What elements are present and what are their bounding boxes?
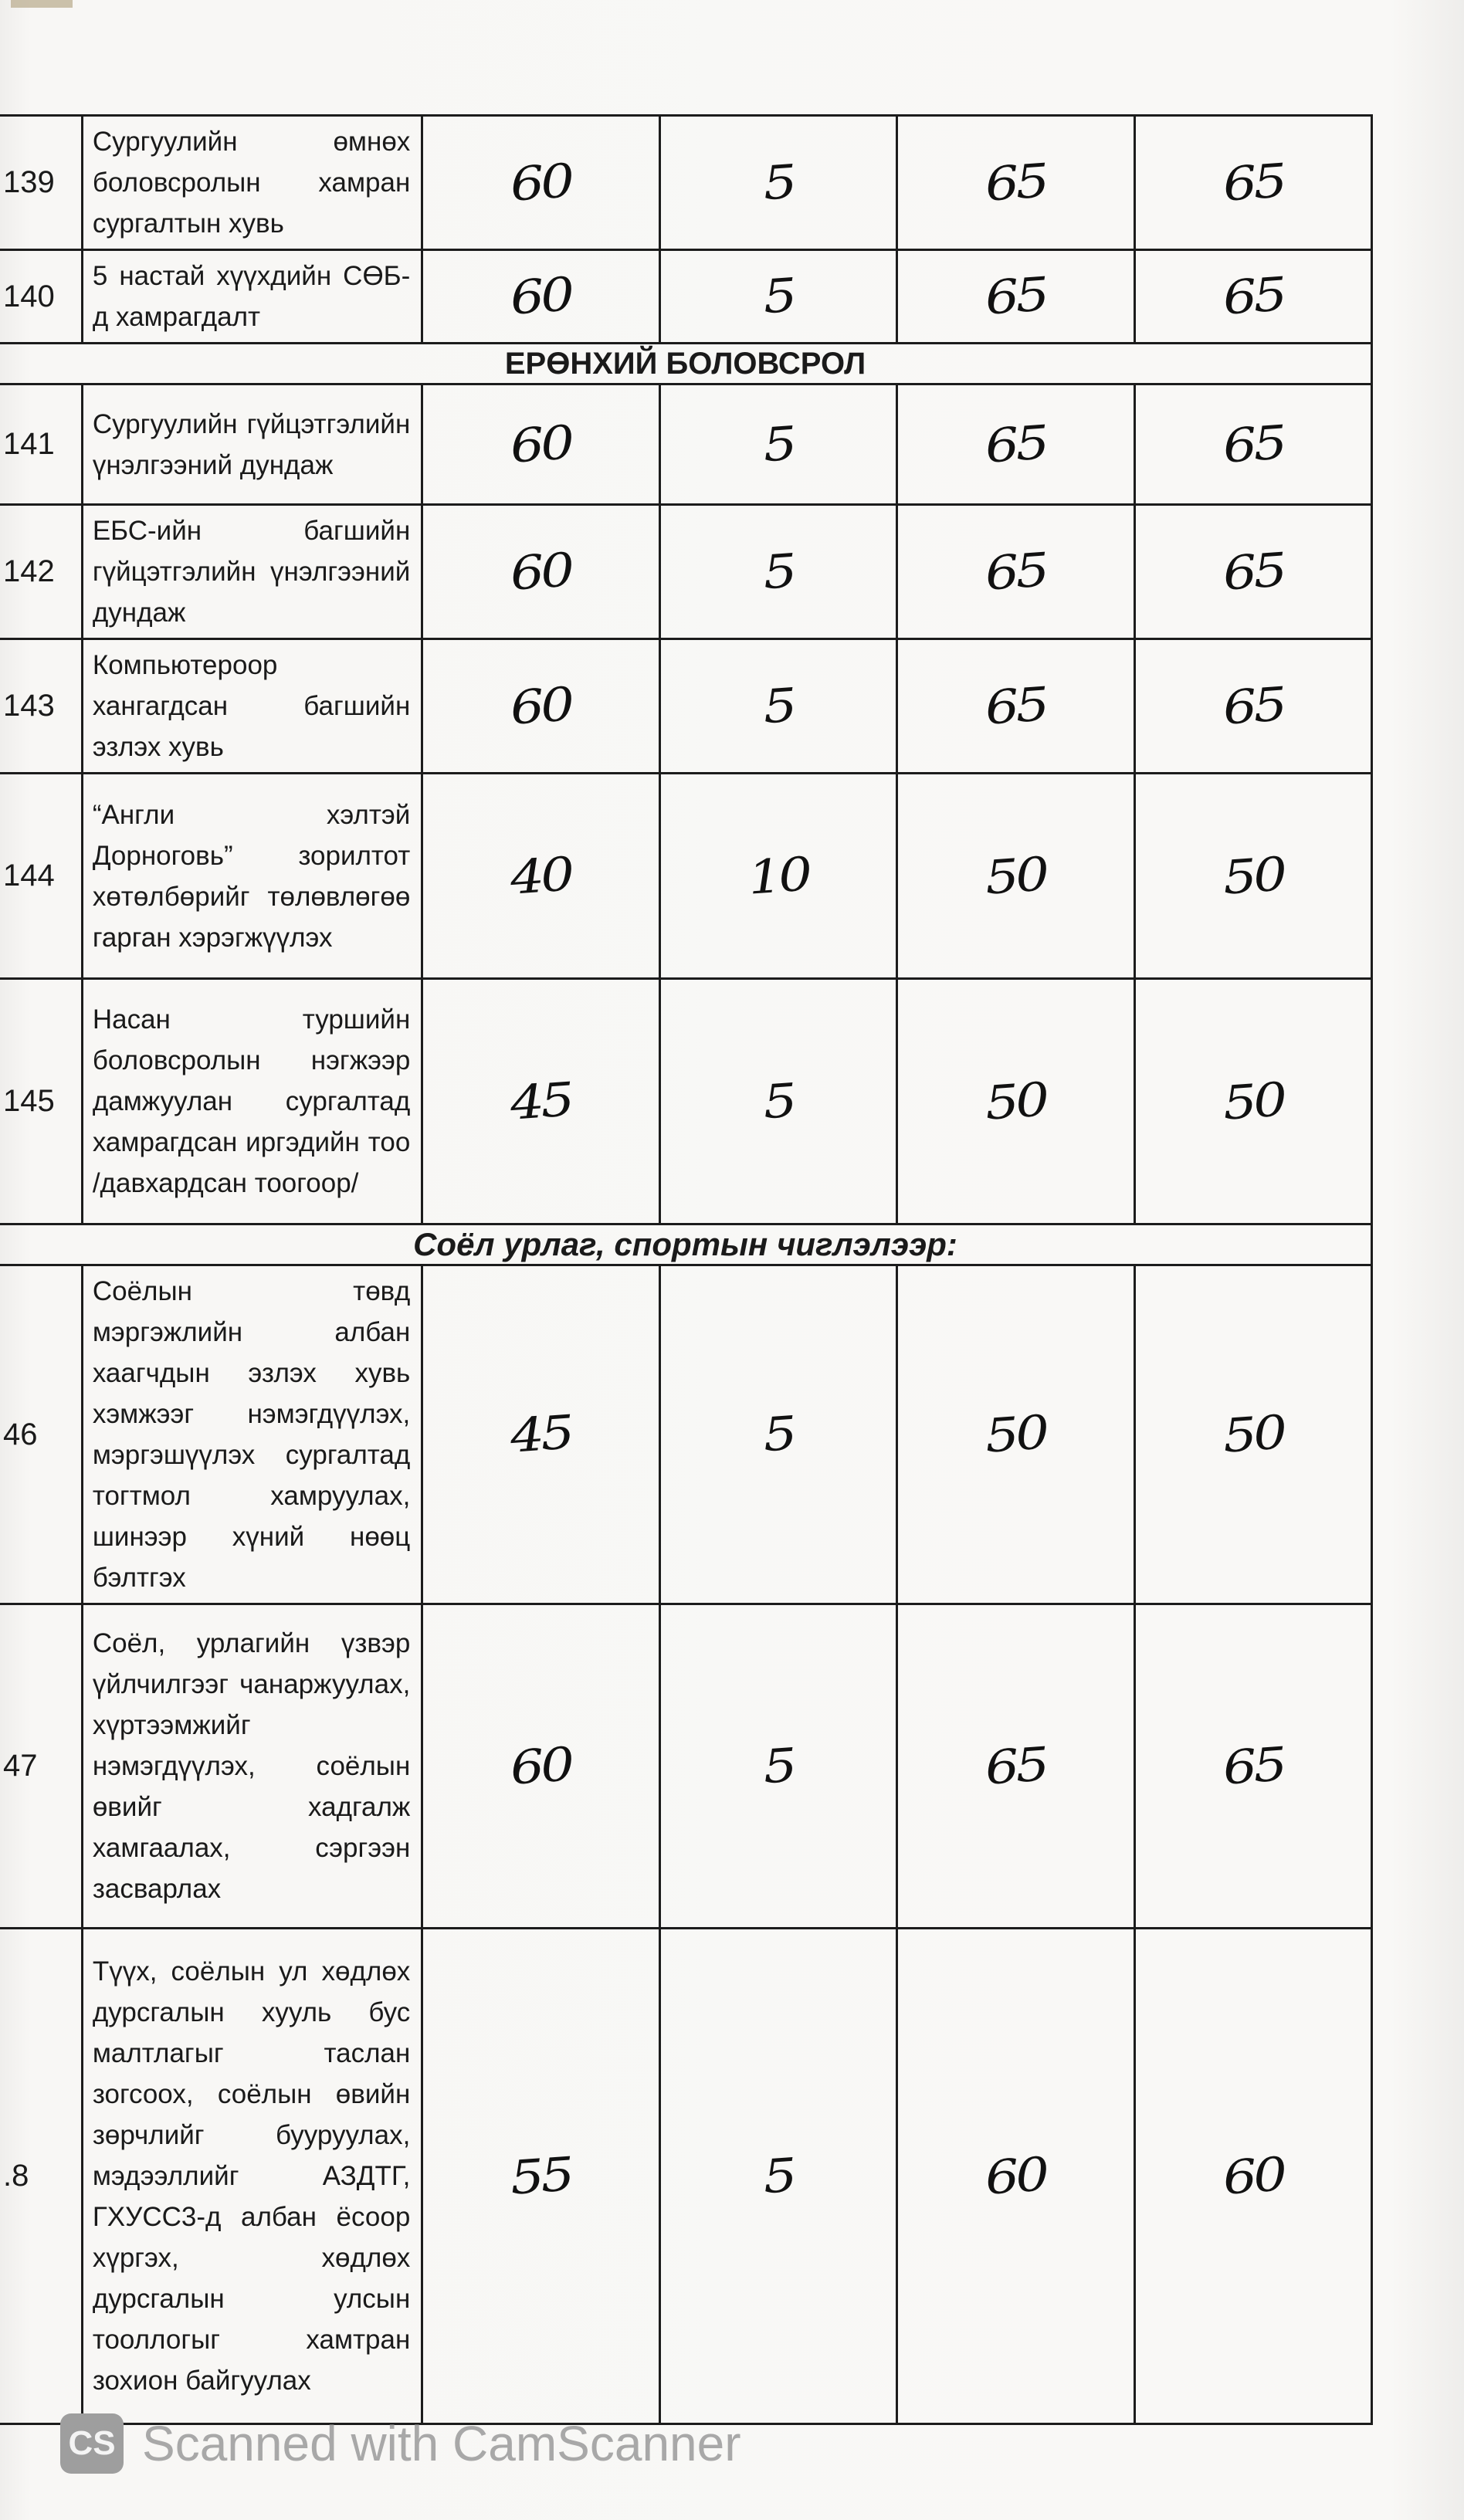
handwritten-value-col-1 [422,384,659,505]
handwritten-number: 65 [1221,267,1286,326]
handwritten-value-col-3 [897,979,1134,1224]
indicator-description: ЕБС-ийн багшийн гүйцэтгэлийн үнэлгээний дундаж [82,505,422,639]
handwritten-number: 50 [983,1405,1049,1464]
row-number: 140 [0,250,82,344]
table-row [0,979,1372,1224]
handwritten-value-col-1 [422,639,659,774]
section-header-row [0,1224,1372,1265]
handwritten-number: 60 [508,267,574,326]
handwritten-number: 50 [983,846,1049,906]
handwritten-value-col-3 [897,1929,1134,2424]
handwritten-value-col-3 [897,1604,1134,1929]
handwritten-number: 5 [761,268,795,325]
handwritten-value-col-4 [1134,505,1371,639]
handwritten-value-col-4 [1134,639,1371,774]
indicator-description: Сургуулийн өмнөх боловсролын хамран сургалтын хувь [82,116,422,250]
handwritten-value-col-3 [897,1265,1134,1604]
handwritten-number: 65 [983,676,1049,736]
row-number: 142 [0,505,82,639]
table-row [0,1929,1372,2424]
table-row [0,639,1372,774]
camscanner-watermark [60,2409,741,2478]
handwritten-value-col-4 [1134,1929,1371,2424]
section-title: Соёл урлаг, спортын чиглэлээр: [0,1224,1372,1265]
table-row [0,774,1372,979]
handwritten-number: 65 [983,415,1049,474]
handwritten-value-col-3 [897,505,1134,639]
handwritten-number: 60 [508,1736,574,1796]
handwritten-number: 50 [1221,1405,1286,1464]
camscanner-logo-icon: CS [60,2413,124,2474]
indicator-description: Насан туршийн боловсролын нэгжээр дамжуулан сургалтад хамрагдсан иргэдийн тоо /давхардсан тоогоор/ [82,979,422,1224]
handwritten-value-col-2 [659,639,896,774]
handwritten-number: 60 [1221,2146,1286,2206]
handwritten-value-col-2 [659,1604,896,1929]
table-row [0,116,1372,250]
handwritten-number: 40 [508,846,574,906]
handwritten-value-col-1 [422,979,659,1224]
handwritten-number: 65 [1221,542,1286,601]
row-number: 144 [0,774,82,979]
handwritten-value-col-1 [422,250,659,344]
handwritten-value-col-4 [1134,1265,1371,1604]
indicator-description: Соёлын төвд мэргэжлийн албан хаагчдын эзлэх хувь хэмжээг нэмэгдүүлэх, мэргэшүүлэх сургалтад тогтмол хамруулах, шинээр хүний нөөц бэлтгэх [82,1265,422,1604]
handwritten-value-col-2 [659,505,896,639]
table-row [0,384,1372,505]
handwritten-number: 65 [983,1736,1049,1796]
handwritten-number: 10 [746,846,811,906]
handwritten-number: 55 [508,2146,574,2206]
handwritten-number: 50 [1221,1072,1286,1131]
handwritten-number: 5 [761,678,795,734]
row-number: 46 [0,1265,82,1604]
table-row [0,1265,1372,1604]
handwritten-value-col-1 [422,116,659,250]
handwritten-value-col-1 [422,505,659,639]
handwritten-number: 60 [508,153,574,212]
indicator-description: 5 настай хүүхдийн СӨБ-д хамрагдалт [82,250,422,344]
handwritten-number: 60 [508,415,574,474]
handwritten-value-col-1 [422,1929,659,2424]
handwritten-value-col-4 [1134,116,1371,250]
handwritten-value-col-2 [659,384,896,505]
handwritten-value-col-4 [1134,384,1371,505]
row-number: .8 [0,1929,82,2424]
section-title: ЕРӨНХИЙ БОЛОВСРОЛ [0,344,1372,384]
handwritten-value-col-2 [659,1265,896,1604]
handwritten-value-col-4 [1134,774,1371,979]
handwritten-number: 60 [508,676,574,736]
row-number: 47 [0,1604,82,1929]
handwritten-number: 65 [1221,676,1286,736]
handwritten-number: 65 [1221,1736,1286,1796]
handwritten-value-col-2 [659,250,896,344]
scan-corner-mark [11,0,73,8]
handwritten-value-col-2 [659,774,896,979]
row-number: 139 [0,116,82,250]
handwritten-number: 5 [761,1073,795,1130]
handwritten-number: 65 [983,153,1049,212]
handwritten-number: 5 [761,2148,795,2204]
handwritten-number: 50 [1221,846,1286,906]
handwritten-number: 5 [761,1406,795,1463]
indicator-description: Түүх, соёлын ул хөдлөх дурсгалын хууль бус малтлагыг таслан зогсоох, соёлын өвийн зөрчлийг бууруулах, мэдээллийг АЗДТГ, ГХУСС3-д албан ёсоор хүргэх, хөдлөх дурсгалын улсын тооллогыг хамтран зохион байгуулах [82,1929,422,2424]
handwritten-value-col-2 [659,979,896,1224]
handwritten-number: 5 [761,416,795,472]
handwritten-value-col-1 [422,774,659,979]
row-number: 141 [0,384,82,505]
handwritten-value-col-1 [422,1265,659,1604]
section-header-row [0,344,1372,384]
handwritten-number: 65 [1221,153,1286,212]
handwritten-number: 65 [983,267,1049,326]
table-row [0,1604,1372,1929]
indicator-description: “Англи хэлтэй Дорноговь” зорилтот хөтөлбөрийг төлөвлөгөө гарган хэрэгжүүлэх [82,774,422,979]
row-number: 143 [0,639,82,774]
handwritten-number: 5 [761,1738,795,1794]
handwritten-number: 5 [761,154,795,211]
handwritten-number: 60 [508,542,574,601]
handwritten-value-col-3 [897,116,1134,250]
handwritten-value-col-3 [897,250,1134,344]
handwritten-number: 65 [1221,415,1286,474]
indicator-description: Сургуулийн гүйцэтгэлийн үнэлгээний дундаж [82,384,422,505]
handwritten-number: 50 [983,1072,1049,1131]
handwritten-value-col-2 [659,116,896,250]
handwritten-value-col-3 [897,384,1134,505]
handwritten-value-col-3 [897,639,1134,774]
handwritten-value-col-3 [897,774,1134,979]
row-number: 145 [0,979,82,1224]
indicator-table [0,114,1373,2425]
indicator-description: Компьютероор хангагдсан багшийн эзлэх хувь [82,639,422,774]
handwritten-value-col-1 [422,1604,659,1929]
handwritten-value-col-2 [659,1929,896,2424]
handwritten-number: 45 [508,1072,574,1131]
table-row [0,505,1372,639]
handwritten-number: 45 [508,1405,574,1464]
table-row [0,250,1372,344]
handwritten-number: 60 [983,2146,1049,2206]
camscanner-text: Scanned with CamScanner [142,2416,741,2471]
indicator-description: Соёл, урлагийн үзвэр үйлчилгээг чанаржуулах, хүртээмжийг нэмэгдүүлэх, соёлын өвийг хадгалж хамгаалах, сэргээн засварлах [82,1604,422,1929]
handwritten-value-col-4 [1134,1604,1371,1929]
handwritten-number: 65 [983,542,1049,601]
handwritten-value-col-4 [1134,250,1371,344]
handwritten-value-col-4 [1134,979,1371,1224]
handwritten-number: 5 [761,544,795,600]
